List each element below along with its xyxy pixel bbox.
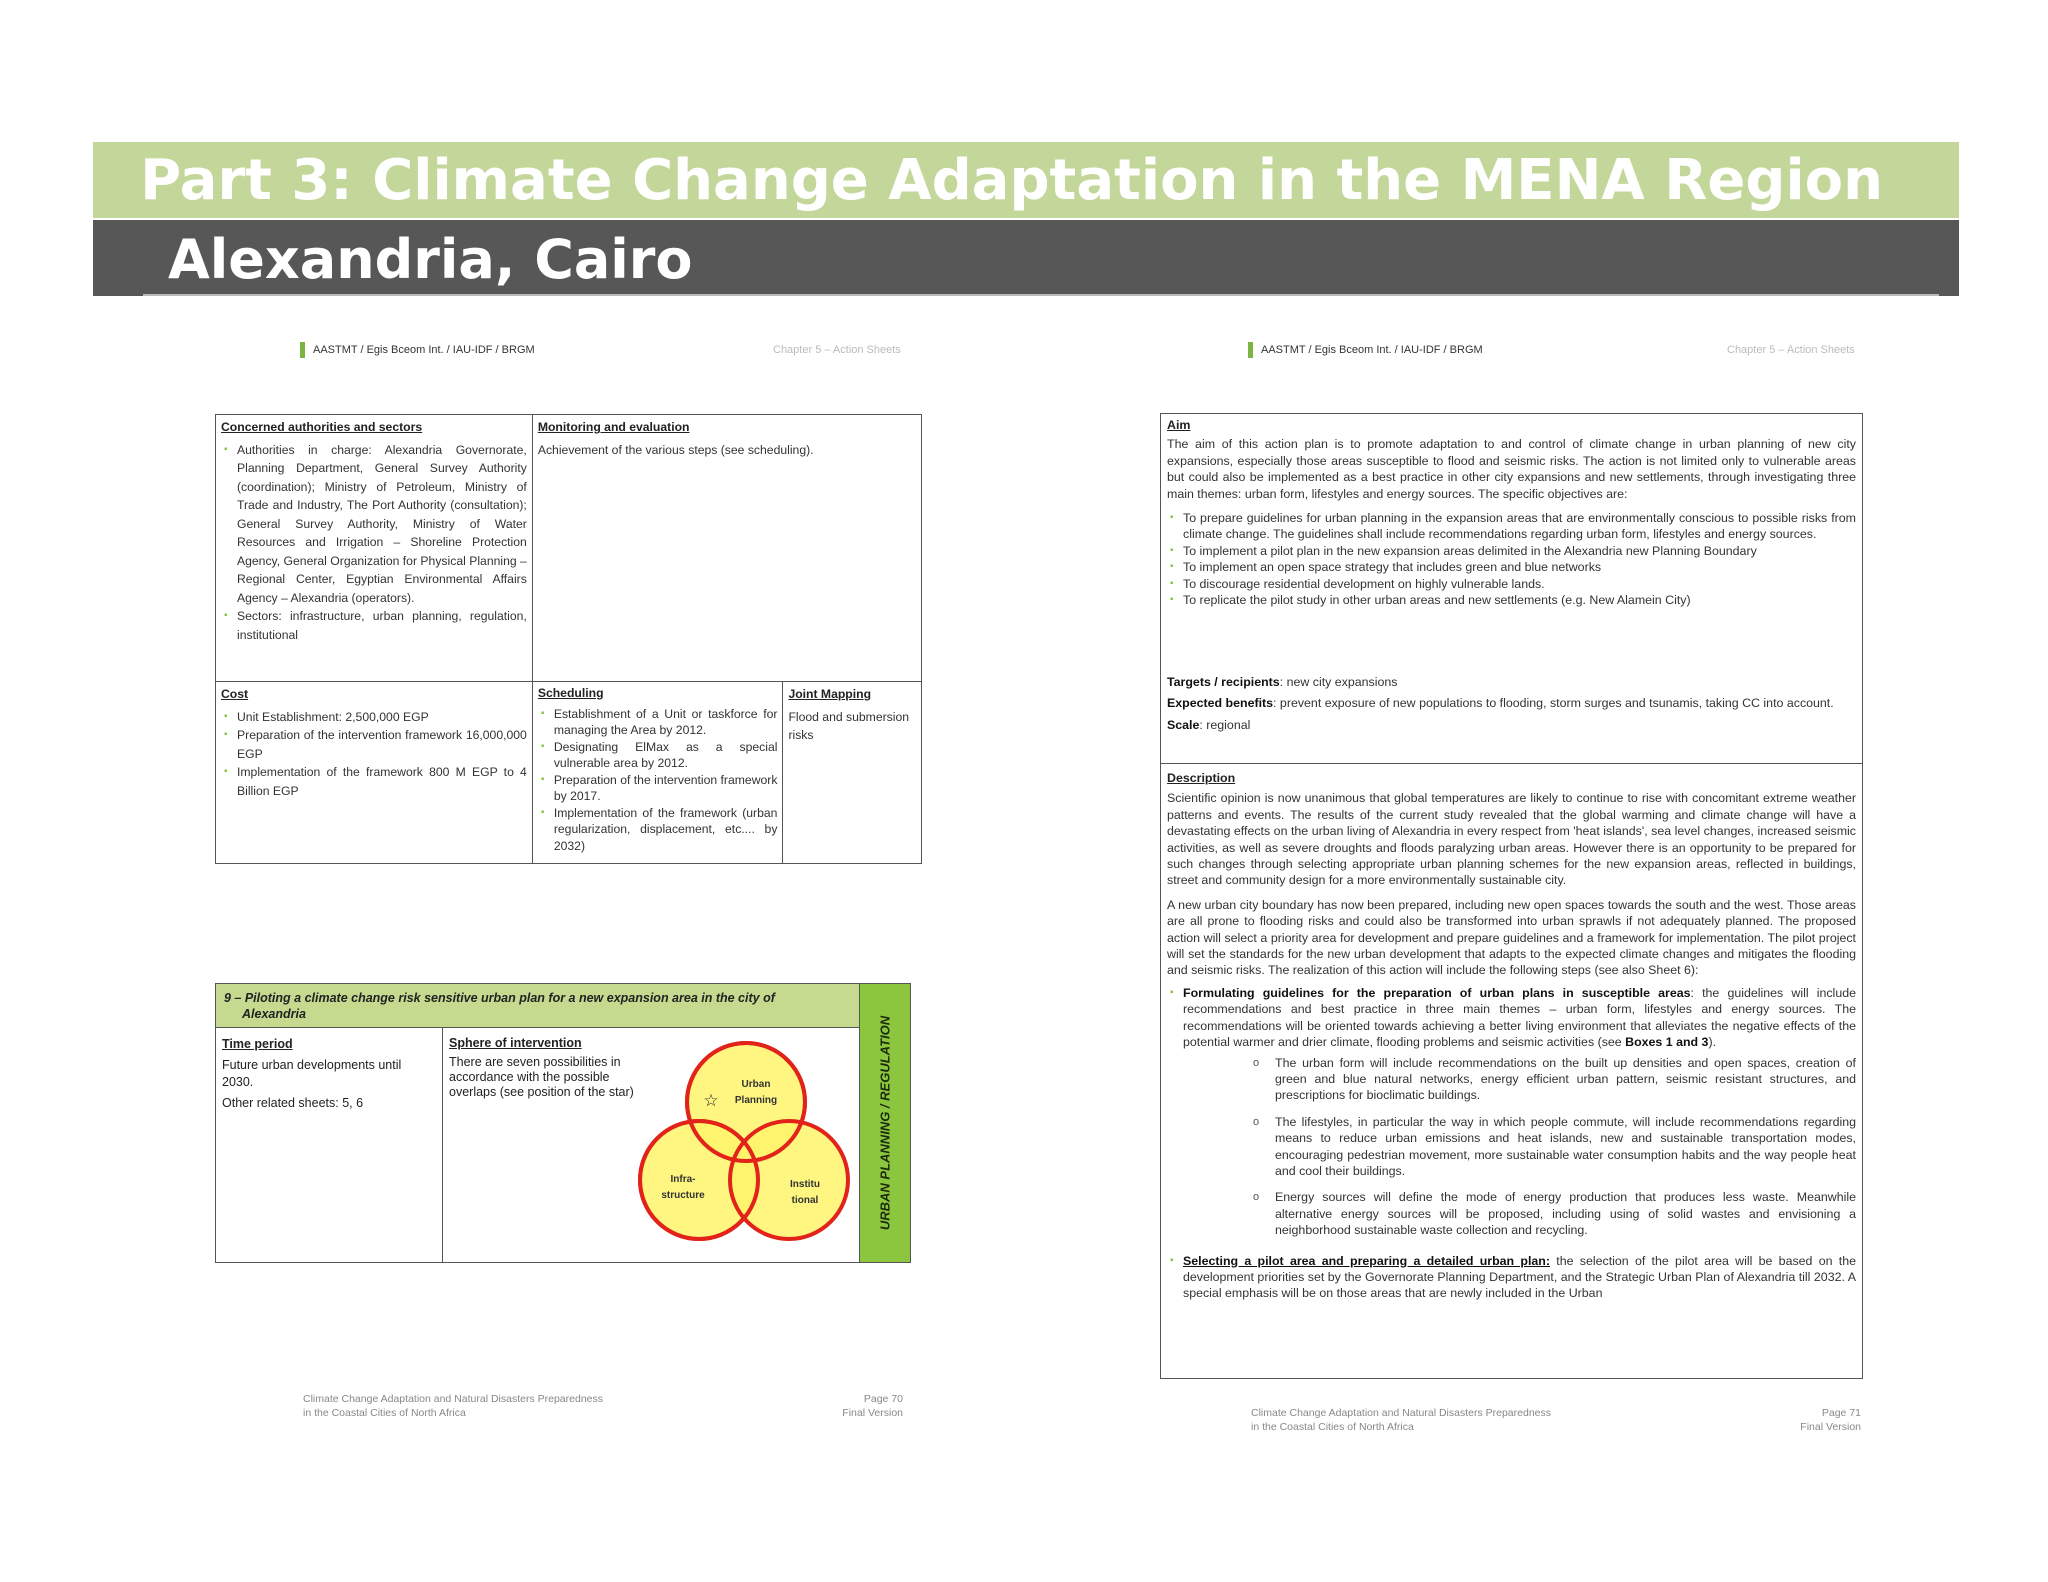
venn-label-planning: Planning [734,1095,778,1106]
left-page-chapter: Chapter 5 – Action Sheets [773,344,901,356]
venn-diagram [628,1040,858,1245]
list-item: ▪ Designating ElMax as a special vulnerable area by 2012. [554,739,778,772]
sphere-title: Sphere of intervention [449,1036,582,1050]
right-page-number: Page 71 Final Version [1800,1407,1861,1433]
city-title: Alexandria, Cairo [168,228,693,291]
sheet-9-side-band [859,984,910,1262]
scheduling-title: Scheduling [537,686,604,700]
left-page-footer: Climate Change Adaptation and Natural Disasters Preparedness in the Coastal Cities of North Africa [303,1393,604,1419]
list-item: ▪ Preparation of the intervention framework by 2017. [554,772,778,805]
left-page-number: Page 70 Final Version [842,1393,903,1419]
targets-line: Targets / recipients: new city expansions [1167,675,1398,689]
list-item: ▪ To implement an open space strategy that includes green and blue networks [1183,559,1856,575]
list-item: ▪ Selecting a pilot area and preparing a detailed urban plan: the selection of the pilot area will be based on the development priorities set by the Governorate Planning Department, and the Strategic Urban Plan of Alexandria till 2032. A special emphasis will be on those areas that are newly included in the Urban [1183,1253,1856,1302]
authorities-title: Concerned authorities and sectors [221,420,423,434]
list-item: ▪ To discourage residential development on highly vulnerable lands. [1183,576,1856,592]
description-title: Description [1167,771,1236,785]
joint-mapping-text: Flood and submersion risks [788,709,910,742]
sphere-text: There are seven possibilities in accordance with the possible overlaps (see position of the star) [449,1055,634,1099]
time-period-cell [216,1028,443,1262]
time-period-text: Future urban developments until 2030. [222,1058,402,1089]
authorities-cell [216,415,533,682]
scheduling-cell [532,682,783,864]
list-item: o The lifestyles, in particular the way in which people commute, will include recommendations regarding means to reduce urban emissions and heat islands, new and sustainable transportation modes, encouraging pedestrian movement, more sustainable water consumption habits and the way people heat and cool their buildings. [1275,1114,1856,1180]
joint-mapping-cell [783,682,922,864]
aim-title: Aim [1167,418,1191,432]
list-item: ▪ Sectors: infrastructure, urban planning, regulation, institutional [237,607,527,644]
part-title: Part 3: Climate Change Adaptation in the MENA Region [140,148,1883,213]
cost-cell [216,682,533,864]
description-para-2: A new urban city boundary has now been prepared, including new open spaces towards the south and the west. Those areas are all prone to flooding risks and could also be transformed into urban sprawls if not adequately planned. The proposed action will select a priority area for development and prepare guidelines and a framework for implementation. The pilot project will set the standards for the new urban development that adapts to the expected climate changes and mitigates the flooding and seismic risks. The realization of this action will include the following steps (see also Sheet 6): [1167,897,1856,978]
list-item: ▪ To implement a pilot plan in the new expansion areas delimited in the Alexandria new Planning Boundary [1183,543,1856,559]
related-sheets: Other related sheets: 5, 6 [222,1096,364,1110]
part-title-bar [93,142,1959,218]
time-period-title: Time period [222,1037,293,1051]
venn-label-infra: Infra- [670,1174,696,1185]
targets-section [1161,671,1862,763]
venn-circle-institutional [730,1121,848,1239]
right-page-header: AASTMT / Egis Bceom Int. / IAU-IDF / BRGM [1248,342,1483,358]
monitoring-cell [532,415,921,682]
list-item: o The urban form will include recommendations on the built up densities and open spaces, creation of green and blue natural networks, energy efficient urban pattern, seismic resistant structures, and prescriptions for bioclimatic buildings. [1275,1055,1856,1104]
list-item: ▪ To prepare guidelines for urban planning in the expansion areas that are environmentally conscious to possible risks from climate change. The guidelines shall include recommendations regarding urban form, lifestyles and energy sources. [1183,510,1856,543]
aim-section [1161,414,1862,671]
venn-label-structure: structure [661,1190,705,1201]
list-item: ▪ Formulating guidelines for the preparation of urban plans in susceptible areas: the guidelines will include recommendations and best practice in three main themes – urban form, lifestyles and energy sources. The recommendations will be oriented towards achieving a better living environment that alleviates the negative effects of the potential warmer and drier climate, flooding problems and seismic activities (see Boxes 1 and 3). [1183,985,1856,1051]
right-page-chapter: Chapter 5 – Action Sheets [1727,344,1855,356]
list-item: ▪ Authorities in charge: Alexandria Governorate, Planning Department, General Survey Authority (coordination); Ministry of Petroleum, Ministry of Trade and Industry, The Port Authority (consultation); General Survey Authority, Ministry of Water Resources and Irrigation – Shoreline Protection Agency, General Organization for Physical Planning – Regional Center, Egyptian Environmental Affairs Agency – Alexandria (operators). [237,441,527,608]
banner-divider [143,294,1939,296]
description-section [1161,763,1862,1305]
city-title-bar [93,220,1959,296]
description-para-1: Scientific opinion is now unanimous that global temperatures are likely to continue to rise with concomitant extreme weather patterns and events. The results of the current study revealed that the global warming and climate change will have a devastating effects on the urban living of Alexandria in every respect from 'heat islands', sea level changes, increased seismic activities, as well as severe droughts and floods paralyzing urban areas. However there is an opportunity to be prepared for such changes through selecting appropriate urban planning schemes for the new expansion areas, reflected in buildings, street and community design for a more environmentally sustainable city. [1167,791,1856,888]
list-item: ▪ Implementation of the framework 800 M EGP to 4 Billion EGP [237,763,527,800]
sheet-9-box [215,983,911,1263]
list-item: ▪ To replicate the pilot study in other urban areas and new settlements (e.g. New Alamein City) [1183,592,1856,608]
aim-text: The aim of this action plan is to promote adaptation to and control of climate change in urban planning of new city expansions, especially those areas susceptible to flood and seismic risks. The action is not limited only to vulnerable areas but could also be implemented as a best practice in other city expansions and new settlements, through investigating three main themes: urban form, lifestyles and energy sources. The specific objectives are: [1167,437,1856,501]
scale-line: Scale: regional [1167,717,1251,732]
star-icon: ☆ [703,1091,719,1111]
sheet-9-title: 9 – Piloting a climate change risk sensitive urban plan for a new expansion area in the city of Alexandria [216,984,860,1028]
monitoring-title: Monitoring and evaluation [537,420,690,434]
green-marker-icon [1248,342,1253,358]
sheet-9-category: URBAN PLANNING / REGULATION [877,1015,893,1231]
list-item: ▪ Implementation of the framework (urban regularization, displacement, etc.... by 2032) [554,805,778,855]
list-item: ▪ Establishment of a Unit or taskforce for managing the Area by 2012. [554,706,778,739]
left-page-header: AASTMT / Egis Bceom Int. / IAU-IDF / BRGM [300,342,535,358]
list-item: ▪ Unit Establishment: 2,500,000 EGP [237,708,527,727]
left-action-table [215,414,922,864]
monitoring-text: Achievement of the various steps (see scheduling). [537,442,814,457]
venn-label-urban: Urban [741,1079,771,1090]
right-page-footer: Climate Change Adaptation and Natural Disasters Preparedness in the Coastal Cities of North Africa [1251,1407,1552,1433]
list-item: ▪ Preparation of the intervention framework 16,000,000 EGP [237,726,527,763]
sphere-cell [443,1028,860,1262]
right-action-panel [1160,413,1863,1379]
list-item: o Energy sources will define the mode of energy production that produces less waste. Meanwhile alternative energy sources will be proposed, including using of solid wastes and envisioning a neighborhood sustainable waste collection and recycling. [1275,1189,1856,1238]
joint-mapping-title: Joint Mapping [788,687,872,701]
cost-title: Cost [221,687,249,701]
venn-label-tional: tional [791,1195,819,1206]
benefits-line: Expected benefits: prevent exposure of new populations to flooding, storm surges and tsunamis, taking CC into account. [1167,696,1834,711]
green-marker-icon [300,342,305,358]
venn-label-institu: Institu [790,1179,820,1190]
